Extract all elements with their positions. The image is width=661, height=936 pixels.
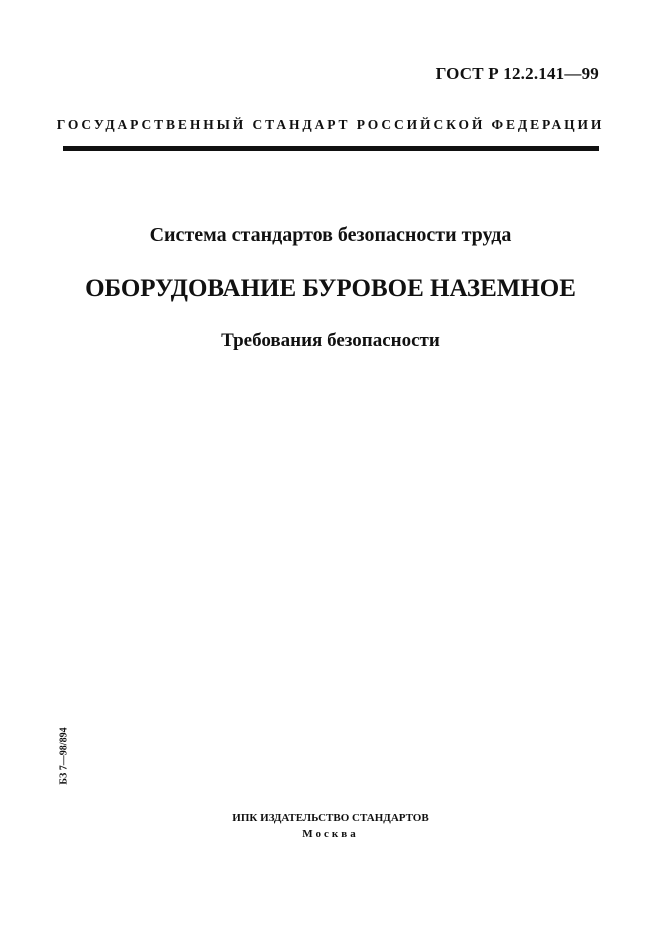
document-code: ГОСТ Р 12.2.141—99 bbox=[435, 64, 599, 83]
standard-series-title: Система стандартов безопасности труда bbox=[149, 224, 512, 246]
side-catalog-code bbox=[57, 725, 71, 787]
publisher-name: ИПК ИЗДАТЕЛЬСТВО СТАНДАРТОВ bbox=[232, 812, 429, 824]
side-catalog-code-text: БЗ 7—98/894 bbox=[58, 727, 70, 785]
header-rule bbox=[63, 146, 599, 151]
document-subtitle: Требования безопасности bbox=[221, 330, 440, 351]
standard-org-line: ГОСУДАРСТВЕННЫЙ СТАНДАРТ РОССИЙСКОЙ ФЕДЕРАЦИИ bbox=[56, 117, 605, 132]
publisher-city: Москва bbox=[302, 828, 359, 840]
document-main-title: ОБОРУДОВАНИЕ БУРОВОЕ НАЗЕМНОЕ bbox=[85, 275, 576, 302]
